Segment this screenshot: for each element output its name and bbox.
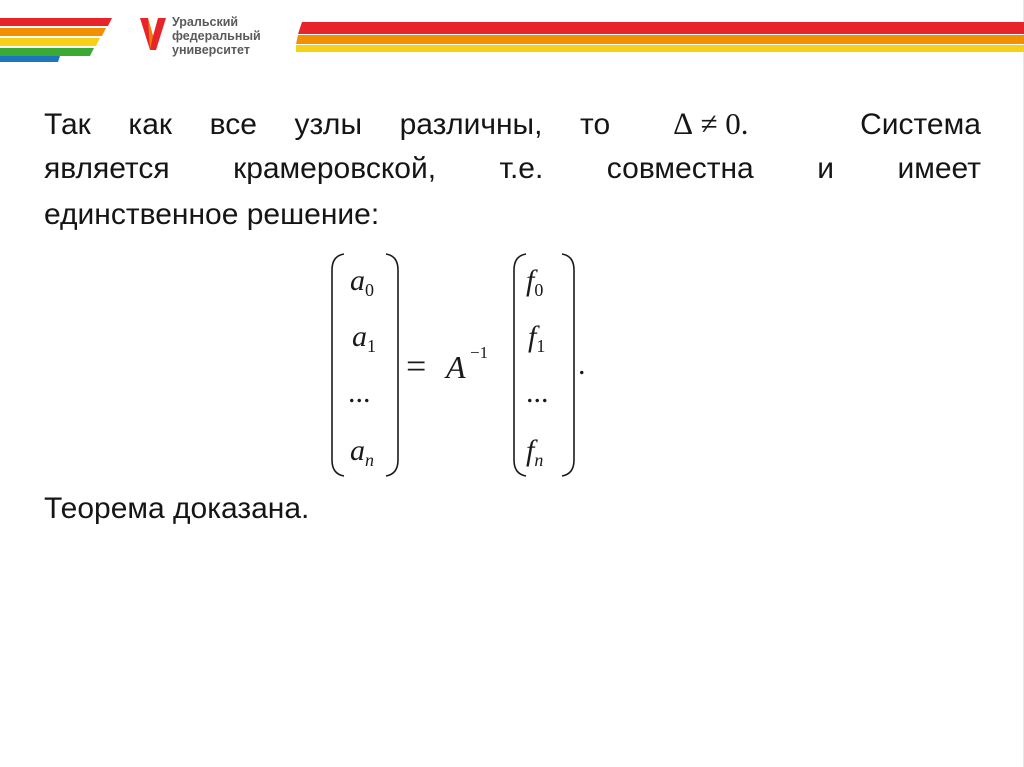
left-vector-close-paren xyxy=(386,254,398,476)
word: крамеровской, xyxy=(233,152,437,185)
word: все xyxy=(209,108,257,141)
equals-sign: = xyxy=(406,346,427,386)
left-entry-0: $a_0$ xyxy=(350,264,374,300)
right-vector-close-paren xyxy=(562,254,574,476)
header-stripes-right xyxy=(296,22,1024,56)
paragraph-line-2 xyxy=(44,152,981,192)
word: т.е. xyxy=(499,152,544,185)
inverse-exponent: −1 xyxy=(470,343,489,362)
word: узлы xyxy=(294,108,363,141)
paragraph-line-1 xyxy=(44,106,981,146)
logo-line-1: Уральский xyxy=(172,15,239,29)
left-entry-3: $a_n$ xyxy=(350,434,374,470)
right-entry-0: $f_0$ xyxy=(526,264,544,300)
right-entry-2: ... xyxy=(526,376,549,409)
left-entry-1: $a_1$ xyxy=(352,320,376,356)
word: Система xyxy=(860,108,981,141)
formula-svg xyxy=(330,250,600,480)
word: является xyxy=(44,152,170,185)
left-entry-2: ... xyxy=(348,376,371,409)
word: различны, xyxy=(399,108,543,141)
university-logo xyxy=(138,14,298,58)
right-vector-open-paren xyxy=(514,254,526,476)
word: и xyxy=(817,152,834,185)
logo-line-2: федеральный xyxy=(172,29,261,43)
word: Так xyxy=(44,108,91,141)
word: то xyxy=(580,108,611,141)
determinant-nonzero-expression: ∆ ≠ 0. xyxy=(673,106,749,141)
word: совместна xyxy=(606,152,754,185)
logo-text xyxy=(172,15,261,57)
logo-line-3: университет xyxy=(172,43,250,57)
left-vector-open-paren xyxy=(332,254,344,476)
formula-period: . xyxy=(578,348,586,381)
header-stripes-left xyxy=(0,18,120,62)
paragraph-line-3: единственное решение: xyxy=(44,198,380,231)
word: имеет xyxy=(897,152,981,185)
matrix-a: A xyxy=(446,349,466,385)
solution-formula xyxy=(330,250,600,480)
word: как xyxy=(128,108,172,141)
right-entry-1: $f_1$ xyxy=(528,320,546,356)
conclusion-text: Теорема доказана. xyxy=(44,492,310,525)
logo-mark-icon xyxy=(138,16,168,52)
right-entry-3: $f_n$ xyxy=(526,434,544,470)
